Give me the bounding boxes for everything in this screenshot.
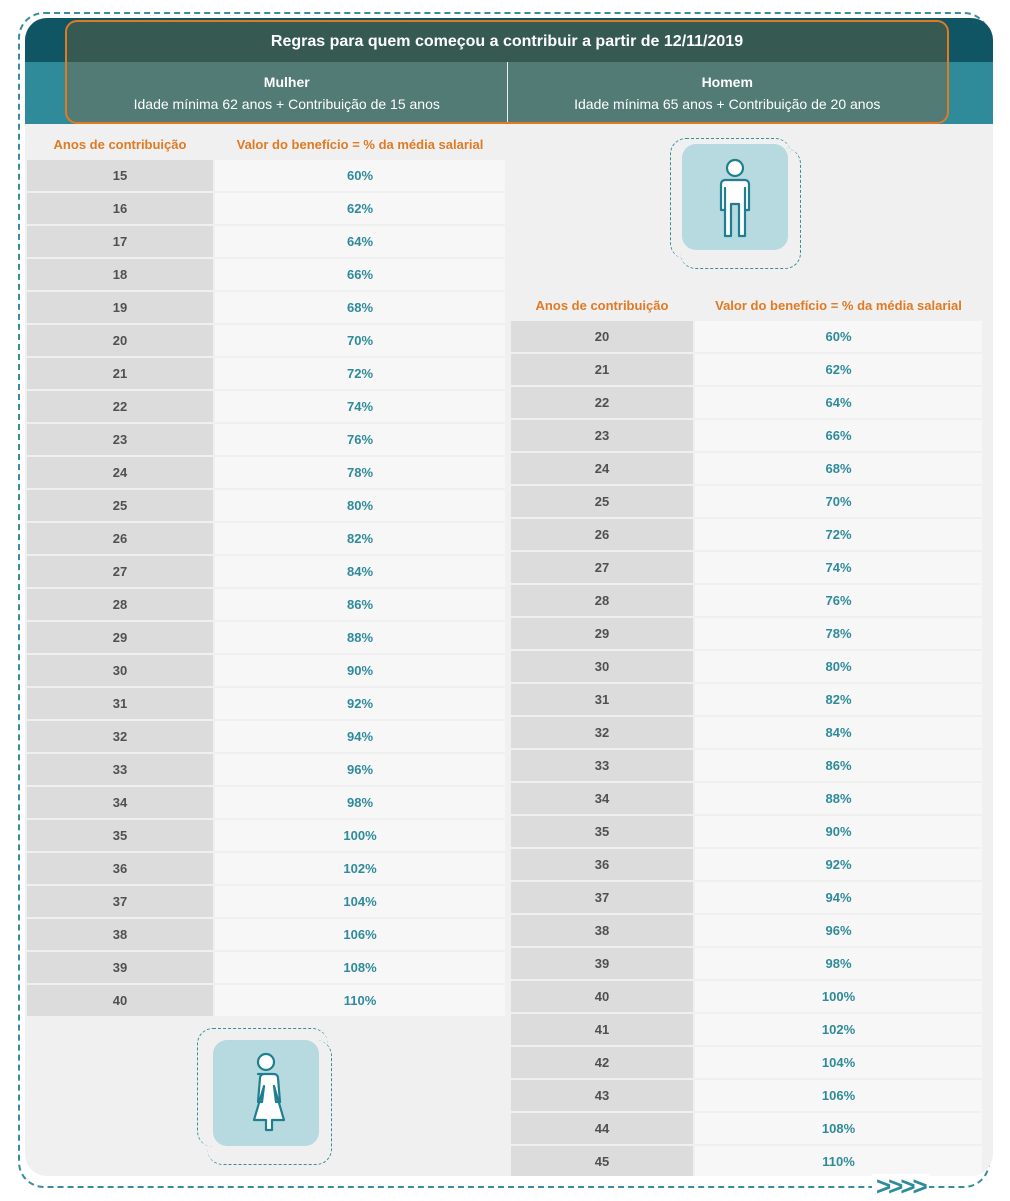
benefit-cell: 94% bbox=[215, 721, 505, 752]
table-row bbox=[511, 882, 982, 913]
table-row bbox=[511, 684, 982, 715]
table-row bbox=[511, 1014, 982, 1045]
table-row bbox=[511, 1080, 982, 1111]
years-cell: 30 bbox=[511, 651, 693, 682]
table-row bbox=[27, 292, 505, 323]
benefit-cell: 88% bbox=[215, 622, 505, 653]
benefit-cell: 74% bbox=[215, 391, 505, 422]
years-cell: 39 bbox=[511, 948, 693, 979]
benefit-cell: 86% bbox=[215, 589, 505, 620]
table-row bbox=[27, 985, 505, 1016]
benefit-cell: 76% bbox=[695, 585, 982, 616]
table-row bbox=[27, 919, 505, 950]
table-row bbox=[27, 886, 505, 917]
years-cell: 31 bbox=[511, 684, 693, 715]
benefit-cell: 80% bbox=[215, 490, 505, 521]
benefit-cell: 64% bbox=[215, 226, 505, 257]
years-column-header: Anos de contribuição bbox=[535, 297, 669, 313]
years-cell: 34 bbox=[27, 787, 213, 818]
benefit-cell: 104% bbox=[695, 1047, 982, 1078]
table-row bbox=[27, 391, 505, 422]
table-row bbox=[511, 420, 982, 451]
years-cell: 29 bbox=[511, 618, 693, 649]
men-benefit-table bbox=[509, 289, 984, 1176]
years-cell: 45 bbox=[511, 1146, 693, 1176]
table-row bbox=[511, 486, 982, 517]
years-cell: 17 bbox=[27, 226, 213, 257]
years-cell: 38 bbox=[27, 919, 213, 950]
benefit-cell: 70% bbox=[215, 325, 505, 356]
rules-panel bbox=[25, 18, 993, 1176]
benefit-cell: 108% bbox=[695, 1113, 982, 1144]
years-cell: 37 bbox=[27, 886, 213, 917]
benefit-cell: 72% bbox=[215, 358, 505, 389]
table-row bbox=[27, 754, 505, 785]
years-cell: 42 bbox=[511, 1047, 693, 1078]
years-cell: 34 bbox=[511, 783, 693, 814]
table-row bbox=[27, 358, 505, 389]
table-row bbox=[511, 453, 982, 484]
years-cell: 40 bbox=[511, 981, 693, 1012]
table-row bbox=[511, 354, 982, 385]
man-avatar bbox=[672, 134, 832, 294]
years-cell: 44 bbox=[511, 1113, 693, 1144]
table-row bbox=[27, 721, 505, 752]
years-cell: 35 bbox=[511, 816, 693, 847]
years-cell: 26 bbox=[27, 523, 213, 554]
years-cell: 20 bbox=[27, 325, 213, 356]
years-cell: 21 bbox=[511, 354, 693, 385]
years-cell: 32 bbox=[511, 717, 693, 748]
years-cell: 32 bbox=[27, 721, 213, 752]
benefit-cell: 70% bbox=[695, 486, 982, 517]
benefit-cell: 78% bbox=[215, 457, 505, 488]
years-cell: 24 bbox=[511, 453, 693, 484]
benefit-cell: 68% bbox=[695, 453, 982, 484]
table-row bbox=[511, 750, 982, 781]
benefit-cell: 62% bbox=[215, 193, 505, 224]
benefit-cell: 106% bbox=[215, 919, 505, 950]
years-cell: 41 bbox=[511, 1014, 693, 1045]
table-row bbox=[27, 457, 505, 488]
table-row bbox=[27, 820, 505, 851]
benefit-cell: 96% bbox=[215, 754, 505, 785]
table-row bbox=[27, 787, 505, 818]
years-cell: 15 bbox=[27, 160, 213, 191]
benefit-cell: 94% bbox=[695, 882, 982, 913]
years-cell: 16 bbox=[27, 193, 213, 224]
table-row bbox=[27, 952, 505, 983]
table-row bbox=[511, 651, 982, 682]
table-row bbox=[27, 424, 505, 455]
benefit-cell: 100% bbox=[695, 981, 982, 1012]
table-row bbox=[511, 816, 982, 847]
benefit-cell: 86% bbox=[695, 750, 982, 781]
women-label: Mulher bbox=[263, 74, 310, 90]
years-column-header: Anos de contribuição bbox=[53, 136, 187, 152]
table-row bbox=[511, 915, 982, 946]
table-row bbox=[511, 387, 982, 418]
benefit-cell: 64% bbox=[695, 387, 982, 418]
benefit-column-header: Valor do benefício = % da média salarial bbox=[236, 136, 484, 152]
years-cell: 20 bbox=[511, 321, 693, 352]
benefit-cell: 102% bbox=[695, 1014, 982, 1045]
years-cell: 33 bbox=[27, 754, 213, 785]
women-benefit-table bbox=[25, 128, 507, 1018]
men-rule: Idade mínima 65 anos + Contribuição de 20 anos bbox=[574, 96, 881, 112]
benefit-cell: 110% bbox=[215, 985, 505, 1016]
men-label: Homem bbox=[701, 74, 753, 90]
women-rule-column bbox=[67, 62, 507, 124]
years-cell: 33 bbox=[511, 750, 693, 781]
years-cell: 23 bbox=[27, 424, 213, 455]
years-cell: 22 bbox=[511, 387, 693, 418]
table-row bbox=[511, 1113, 982, 1144]
man-icon bbox=[682, 144, 788, 250]
page-title: Regras para quem começou a contribuir a partir de 12/11/2019 bbox=[67, 22, 947, 62]
table-row bbox=[27, 589, 505, 620]
table-row bbox=[27, 193, 505, 224]
benefit-cell: 84% bbox=[215, 556, 505, 587]
years-cell: 26 bbox=[511, 519, 693, 550]
years-cell: 31 bbox=[27, 688, 213, 719]
table-row bbox=[27, 688, 505, 719]
years-cell: 19 bbox=[27, 292, 213, 323]
table-row bbox=[27, 490, 505, 521]
table-row bbox=[511, 717, 982, 748]
table-row bbox=[511, 948, 982, 979]
table-row bbox=[27, 853, 505, 884]
years-cell: 37 bbox=[511, 882, 693, 913]
benefit-cell: 80% bbox=[695, 651, 982, 682]
benefit-cell: 74% bbox=[695, 552, 982, 583]
woman-icon bbox=[213, 1040, 319, 1146]
table-row bbox=[511, 618, 982, 649]
benefit-cell: 92% bbox=[215, 688, 505, 719]
years-cell: 25 bbox=[511, 486, 693, 517]
years-cell: 21 bbox=[27, 358, 213, 389]
table-row bbox=[27, 160, 505, 191]
years-cell: 27 bbox=[27, 556, 213, 587]
benefit-cell: 88% bbox=[695, 783, 982, 814]
table-row bbox=[27, 622, 505, 653]
rules-header bbox=[65, 20, 949, 124]
table-row bbox=[511, 321, 982, 352]
benefit-cell: 72% bbox=[695, 519, 982, 550]
benefit-cell: 100% bbox=[215, 820, 505, 851]
years-cell: 22 bbox=[27, 391, 213, 422]
women-rule: Idade mínima 62 anos + Contribuição de 15 anos bbox=[133, 96, 440, 112]
benefit-cell: 90% bbox=[215, 655, 505, 686]
benefit-cell: 82% bbox=[695, 684, 982, 715]
woman-avatar bbox=[197, 1026, 357, 1176]
years-cell: 30 bbox=[27, 655, 213, 686]
years-cell: 18 bbox=[27, 259, 213, 290]
benefit-cell: 66% bbox=[215, 259, 505, 290]
table-row bbox=[27, 259, 505, 290]
table-row bbox=[27, 523, 505, 554]
years-cell: 28 bbox=[27, 589, 213, 620]
benefit-cell: 82% bbox=[215, 523, 505, 554]
benefit-cell: 110% bbox=[695, 1146, 982, 1176]
benefit-cell: 66% bbox=[695, 420, 982, 451]
table-row bbox=[511, 981, 982, 1012]
benefit-column-header: Valor do benefício = % da média salarial bbox=[715, 297, 962, 313]
years-cell: 29 bbox=[27, 622, 213, 653]
benefit-cell: 98% bbox=[695, 948, 982, 979]
benefit-cell: 104% bbox=[215, 886, 505, 917]
table-row bbox=[511, 585, 982, 616]
table-row bbox=[511, 552, 982, 583]
table-row bbox=[511, 849, 982, 880]
benefit-cell: 106% bbox=[695, 1080, 982, 1111]
years-cell: 40 bbox=[27, 985, 213, 1016]
table-row bbox=[511, 783, 982, 814]
years-cell: 36 bbox=[27, 853, 213, 884]
years-cell: 35 bbox=[27, 820, 213, 851]
benefit-cell: 98% bbox=[215, 787, 505, 818]
years-cell: 23 bbox=[511, 420, 693, 451]
benefit-cell: 68% bbox=[215, 292, 505, 323]
table-row bbox=[511, 1047, 982, 1078]
years-cell: 38 bbox=[511, 915, 693, 946]
years-cell: 25 bbox=[27, 490, 213, 521]
years-cell: 28 bbox=[511, 585, 693, 616]
benefit-cell: 90% bbox=[695, 816, 982, 847]
benefit-cell: 108% bbox=[215, 952, 505, 983]
table-row bbox=[27, 325, 505, 356]
years-cell: 39 bbox=[27, 952, 213, 983]
men-rule-column bbox=[507, 62, 948, 124]
table-row bbox=[27, 556, 505, 587]
benefit-cell: 102% bbox=[215, 853, 505, 884]
years-cell: 36 bbox=[511, 849, 693, 880]
benefit-cell: 60% bbox=[695, 321, 982, 352]
benefit-cell: 78% bbox=[695, 618, 982, 649]
benefit-cell: 76% bbox=[215, 424, 505, 455]
benefit-cell: 92% bbox=[695, 849, 982, 880]
years-cell: 43 bbox=[511, 1080, 693, 1111]
years-cell: 24 bbox=[27, 457, 213, 488]
chevrons-right-icon: >>>> bbox=[872, 1174, 929, 1198]
benefit-cell: 62% bbox=[695, 354, 982, 385]
table-row bbox=[511, 519, 982, 550]
years-cell: 27 bbox=[511, 552, 693, 583]
benefit-cell: 84% bbox=[695, 717, 982, 748]
benefit-cell: 60% bbox=[215, 160, 505, 191]
benefit-cell: 96% bbox=[695, 915, 982, 946]
table-row bbox=[27, 226, 505, 257]
table-row bbox=[27, 655, 505, 686]
